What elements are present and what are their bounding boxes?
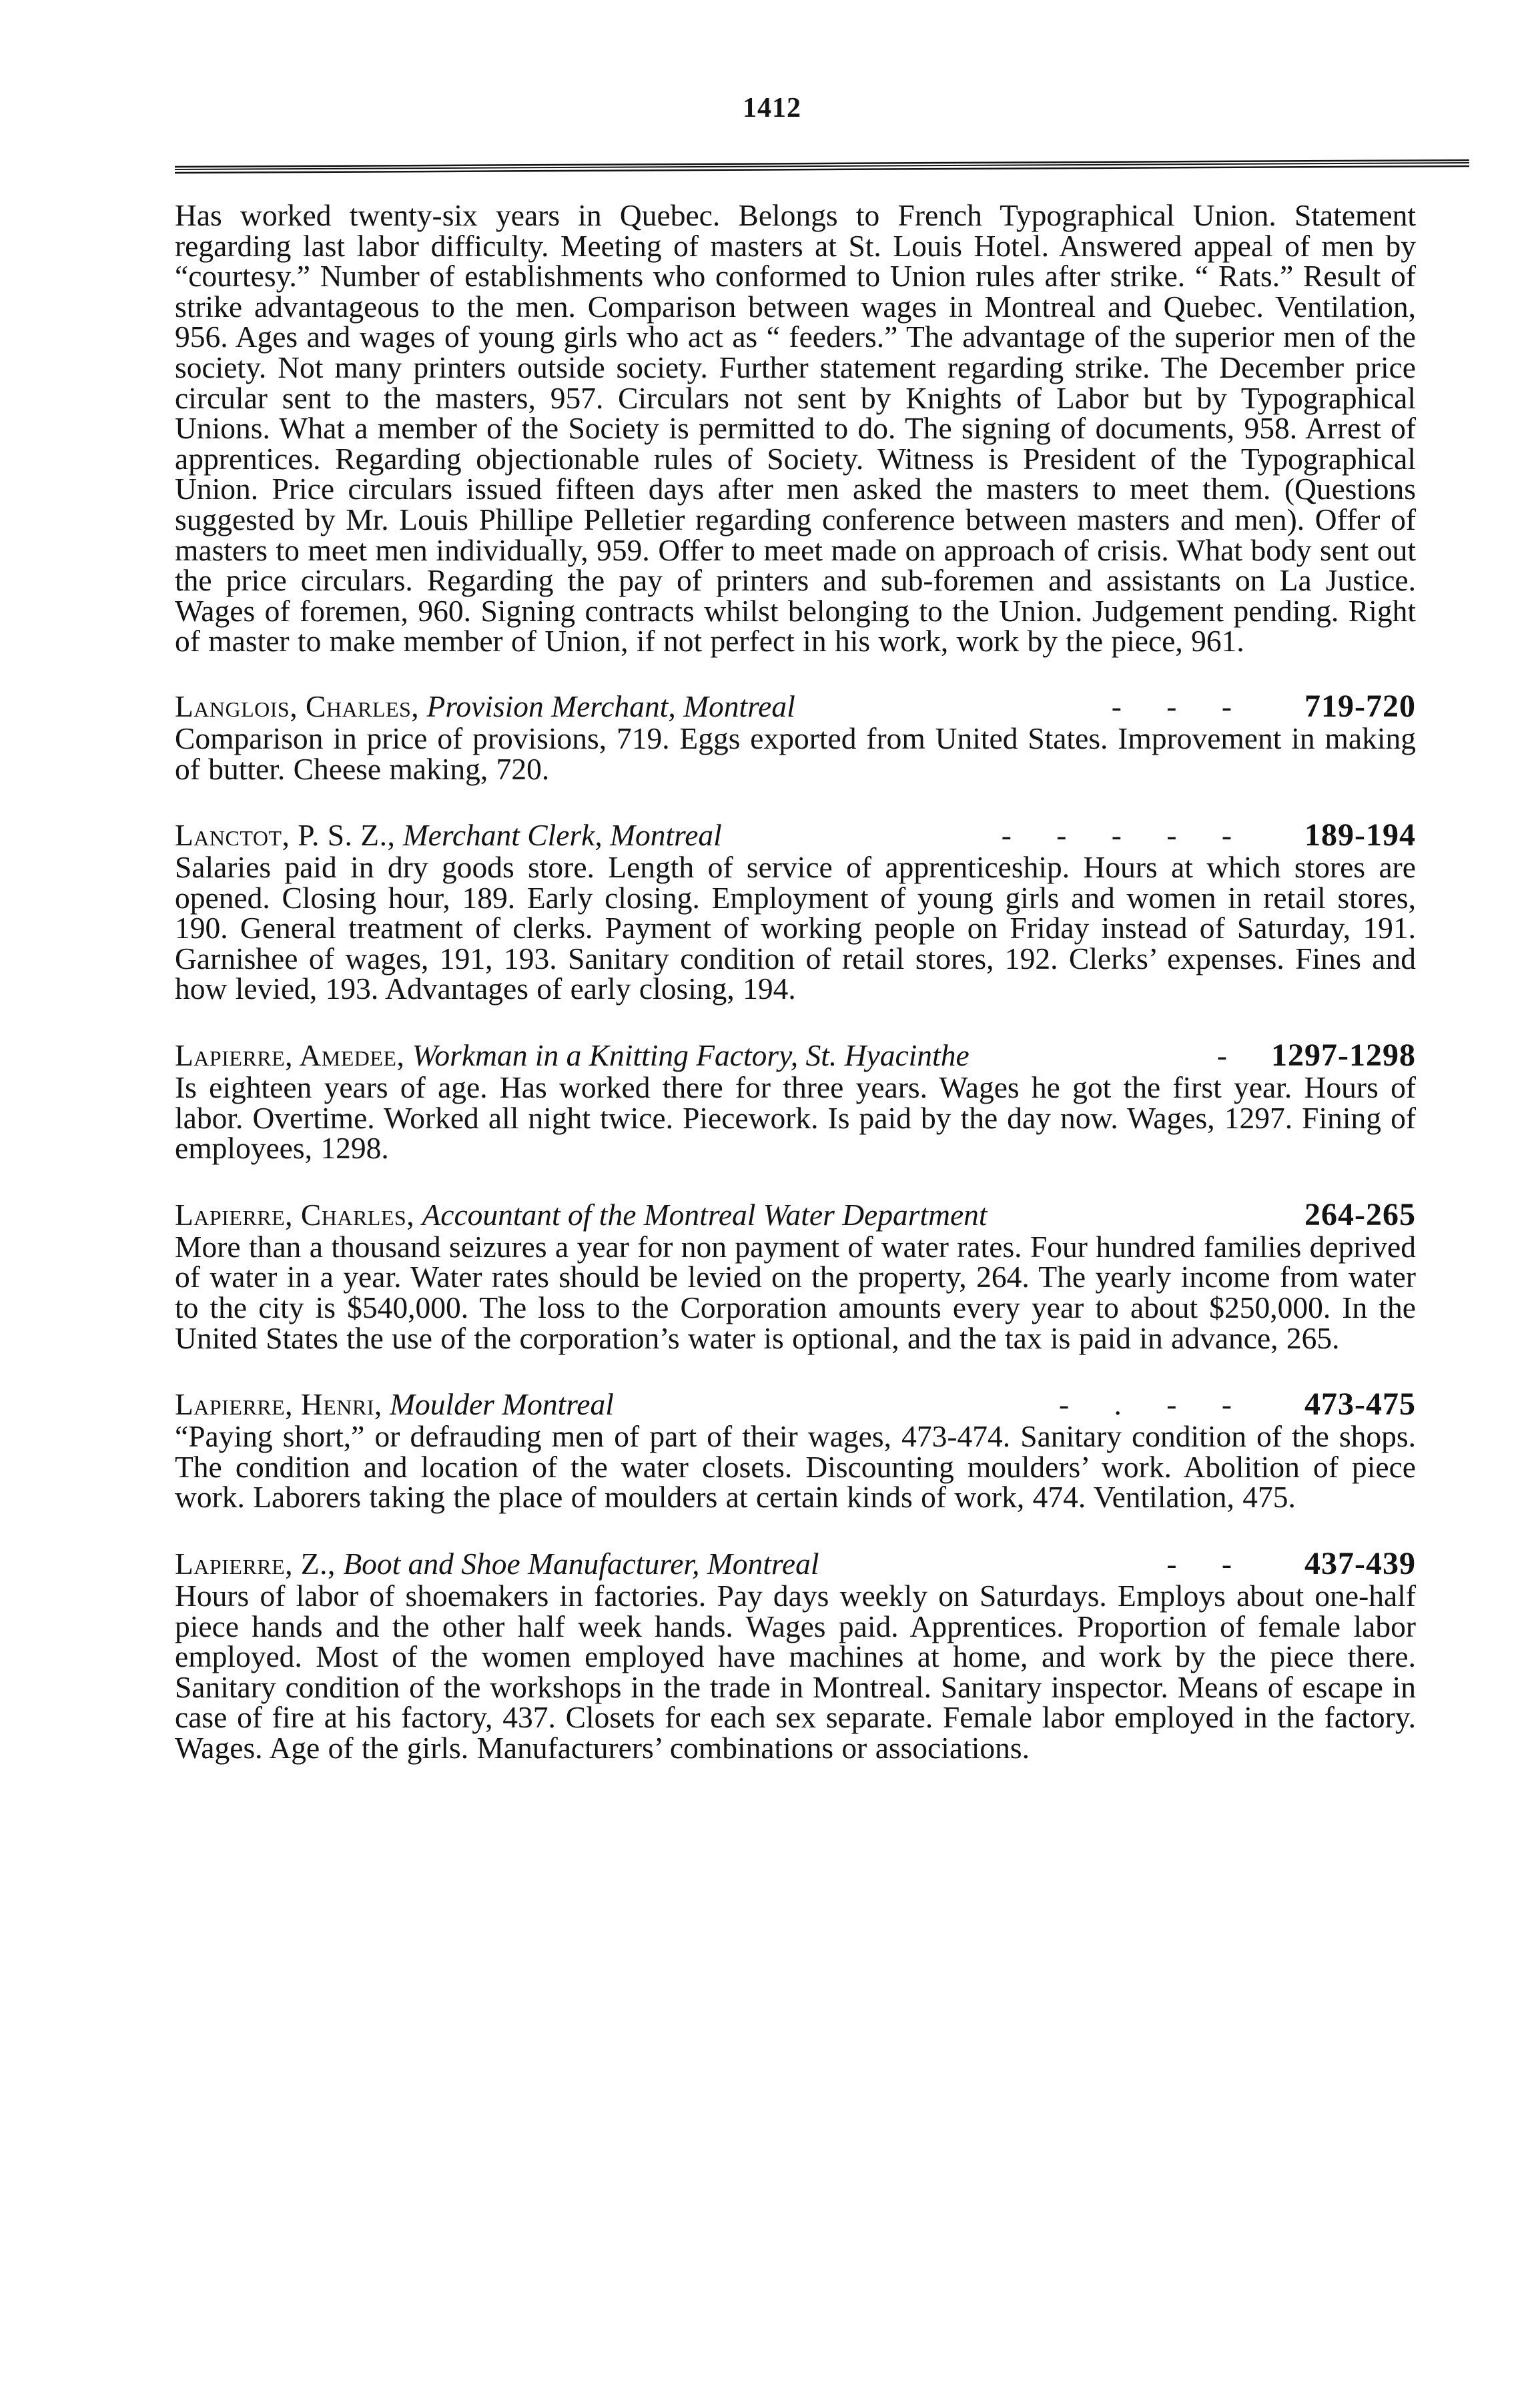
entry-text: More than a thousand seizures a year for non payment of water rates. Four hundred families deprived of water in a year. Water rates should be levied on the property, 264. The yearly income from water to the city is $540,000. The loss to the Corporation amounts every year to about $250,000. In the United States the use of the corporation’s water is optional, and the tax is paid in advance, 265. [175,1229,1416,1355]
entry-name: Lapierre, Amedee, [175,1038,405,1073]
index-entry [175,1547,1416,1763]
index-entry [175,1388,1416,1513]
entry-heading [175,1388,1416,1421]
entry-pages: 473-475 [1304,1386,1416,1423]
continued-entry-text: Has worked twenty-six years in Quebec. Belongs to French Typographical Union. Statement regarding last labor difficulty. Meeting of masters at St. Louis Hotel. Answered appeal of men by “courtesy.” Number of establishments who conformed to Union rules after strike. “ Rats.” Result of strike advantageous to the men. Comparison between wages in Montreal and Quebec. Ventilation, 956. Ages and wages of young girls who act as “ feeders.” The advantage of the superior men of the society. Not many printers outside society. Further statement regarding strike. The December price circular sent to the masters, 957. Circulars not sent by Knights of Labor but by Typographical Unions. What a member of the Society is permitted to do. The signing of documents, 958. Arrest of apprentices. Regarding objectionable rules of Society. Witness is President of the Typographical Union. Price circulars issued fifteen days after men asked the masters to meet them. (Questions suggested by Mr. Louis Phillipe Pelletier regarding conference between masters and men). Offer of masters to meet men individually, 959. Offer to meet made on approach of crisis. What body sent out the price circulars. Regarding the pay of printers and sub-foremen and assistants on La Justice. Wages of foremen, 960. Signing contracts whilst belonging to the Union. Judgement pending. Right of master to make member of Union, if not perfect in his work, work by the piece, 961. [175,198,1416,659]
entry-leader: - - - - - [1001,819,1250,853]
index-content [175,200,1416,1798]
entry-leader: - - - [1111,689,1250,723]
index-entry [175,1198,1416,1353]
entry-name: Lapierre, Henri, [175,1387,382,1422]
entry-pages: 437-439 [1304,1546,1416,1581]
entry-text: “Paying short,” or defrauding men of part of their wages, 473-474. Sanitary condition of the shops. The condition and location of the water closets. Discounting moulders’ work. Abolition of piece work. Laborers taking the place of moulders at certain kinds of work, 474. Ventilation, 475. [175,1419,1416,1515]
index-entry [175,690,1416,784]
header-rule [175,155,1469,177]
page-number: 1412 [743,93,801,123]
entry-heading [175,690,1416,723]
entry-pages: 189-194 [1304,817,1416,853]
entry-name: Lapierre, Charles, [175,1197,415,1232]
entry-pages: 264-265 [1304,1196,1416,1232]
entry-text: Hours of labor of shoemakers in factories. Pay days weekly on Saturdays. Employs about one-half piece hands and the other half week hands. Wages paid. Apprentices. Proportion of female labor employed. Most of the women employed have machines at home, and work by the piece there. Sanitary condition of the workshops in the trade in Montreal. Sanitary inspector. Means of escape in case of fire at his factory, 437. Closets for each sex separate. Female labor employed in the factory. Wages. Age of the girls. Manufacturers’ combinations or associations. [175,1579,1416,1765]
entry-heading [175,1039,1416,1072]
entry-pages: 1297-1298 [1271,1038,1416,1074]
entry-description: Moulder Montreal [390,1387,614,1422]
entry-leader: - [1216,1039,1246,1073]
entry-description: Boot and Shoe Manufacturer, Montreal [343,1547,819,1581]
entry-description: Merchant Clerk, Montreal [402,818,722,853]
entry-heading [175,1198,1416,1232]
index-entry [175,819,1416,1004]
index-entry [175,1039,1416,1164]
entry-pages: 719-720 [1304,688,1416,724]
entry-heading [175,819,1416,852]
entry-name: Lapierre, Z., [175,1547,336,1581]
entry-text: Is eighteen years of age. Has worked there for three years. Wages he got the first year. Hours of labor. Overtime. Worked all night twice. Piecework. Is paid by the day now. Wages, 1297. Fining of employees, 1298. [175,1070,1416,1166]
entry-leader: - . - - [1059,1388,1250,1422]
entry-text: Salaries paid in dry goods store. Length of service of apprenticeship. Hours at which stores are opened. Closing hour, 189. Early closing. Employment of young girls and women in retail stores, 190. General treatment of clerks. Payment of working people on Friday instead of Saturday, 191. Garnishee of wages, 191, 193. Sanitary condition of retail stores, 192. Clerks’ expenses. Fines and how levied, 193. Advantages of early closing, 194. [175,850,1416,1006]
entry-name: Langlois, Charles, [175,689,420,723]
entry-description: Accountant of the Montreal Water Department [422,1197,988,1232]
entry-text: Comparison in price of provisions, 719. Eggs exported from United States. Improvement in making of butter. Cheese making, 720. [175,721,1416,786]
entry-description: Workman in a Knitting Factory, St. Hyacinthe [412,1038,970,1073]
entry-leader: - - [1166,1547,1250,1581]
entry-heading [175,1547,1416,1581]
entry-description: Provision Merchant, Montreal [426,689,795,723]
entry-name: Lanctot, P. S. Z., [175,818,396,853]
document-page [175,0,1416,2382]
